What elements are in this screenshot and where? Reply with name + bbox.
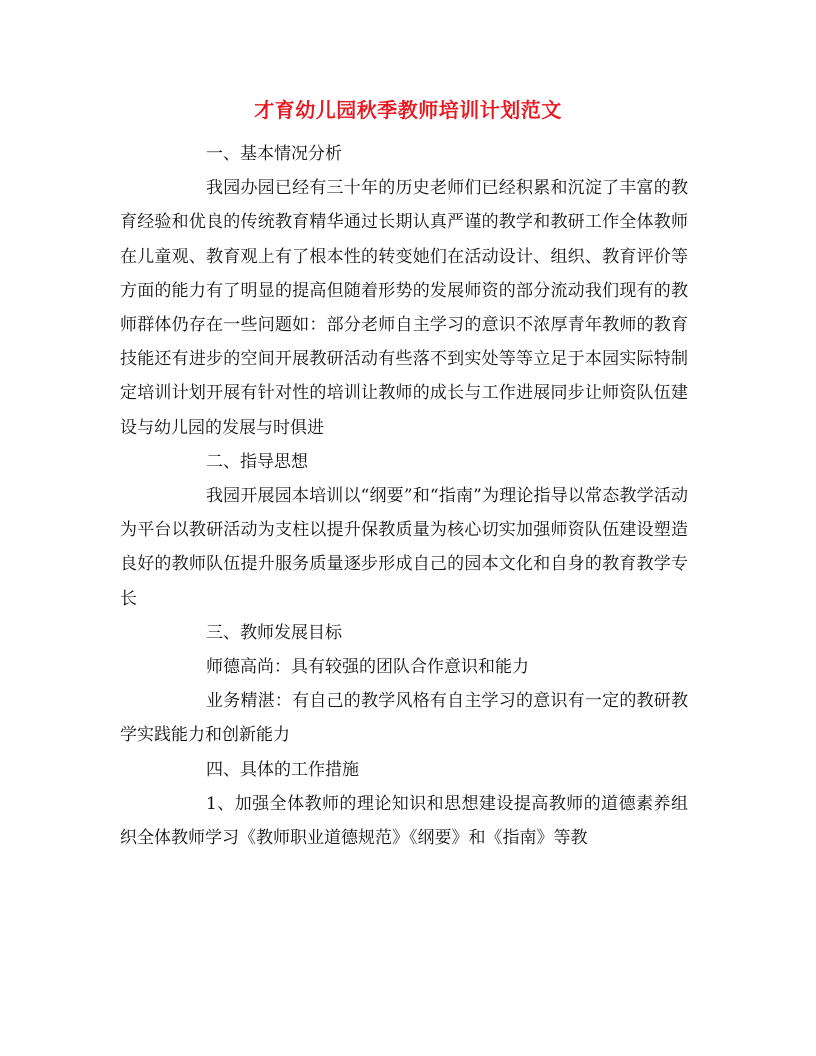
section-heading-guiding-thought: 二、指导思想 <box>206 451 308 472</box>
paragraph-goal-skills: 业务精湛：有自己的教学风格有自主学习的意识有一定的教研教学实践能力和创新能力 <box>120 691 688 746</box>
section-heading-basic-analysis: 一、基本情况分析 <box>206 144 342 164</box>
section-heading-development-goals: 三、教师发展目标 <box>206 622 342 643</box>
paragraph-goal-ethics: 师德高尚：具有较强的团队合作意识和能力 <box>206 657 529 678</box>
section-heading-work-measures: 四、具体的工作措施 <box>206 759 359 780</box>
paragraph-measure-1: 1、加强全体教师的理论知识和思想建设提高教师的道德素养组织全体教师学习《教师职业道德规范》《纲要》和《指南》等教 <box>120 793 688 849</box>
paragraph-basic-analysis: 我园办园已经有三十年的历史老师们已经积累和沉淀了丰富的教育经验和优良的传统教育精华通过长期认真严谨的教学和教研工作全体教师在儿童观、教育观上有了根本性的转变她们在活动设计、组织、教育评价等方面的能力有了明显的提高但随着形势的发展师资的部分流动我们现有的教师群体仍存在一些问题如：部分老师自主学习的意识不浓厚青年教师的教育技能还有进步的空间开展教研活动有些落不到实处等等立足于本园实际特制定培训计划开展有针对性的培训让教师的成长与工作进展同步让师资队伍建设与幼儿园的发展与时俱进 <box>120 178 688 438</box>
document-body <box>120 137 688 855</box>
document-title: 才育幼儿园秋季教师培训计划范文 <box>254 98 562 122</box>
paragraph-guiding-thought: 我园开展园本培训以“纲要”和“指南”为理论指导以常态教学活动为平台以教研活动为支柱以提升保教质量为核心切实加强师资队伍建设塑造良好的教师队伍提升服务质量逐步形成自己的园本文化和自身的教育教学专长 <box>120 486 688 609</box>
